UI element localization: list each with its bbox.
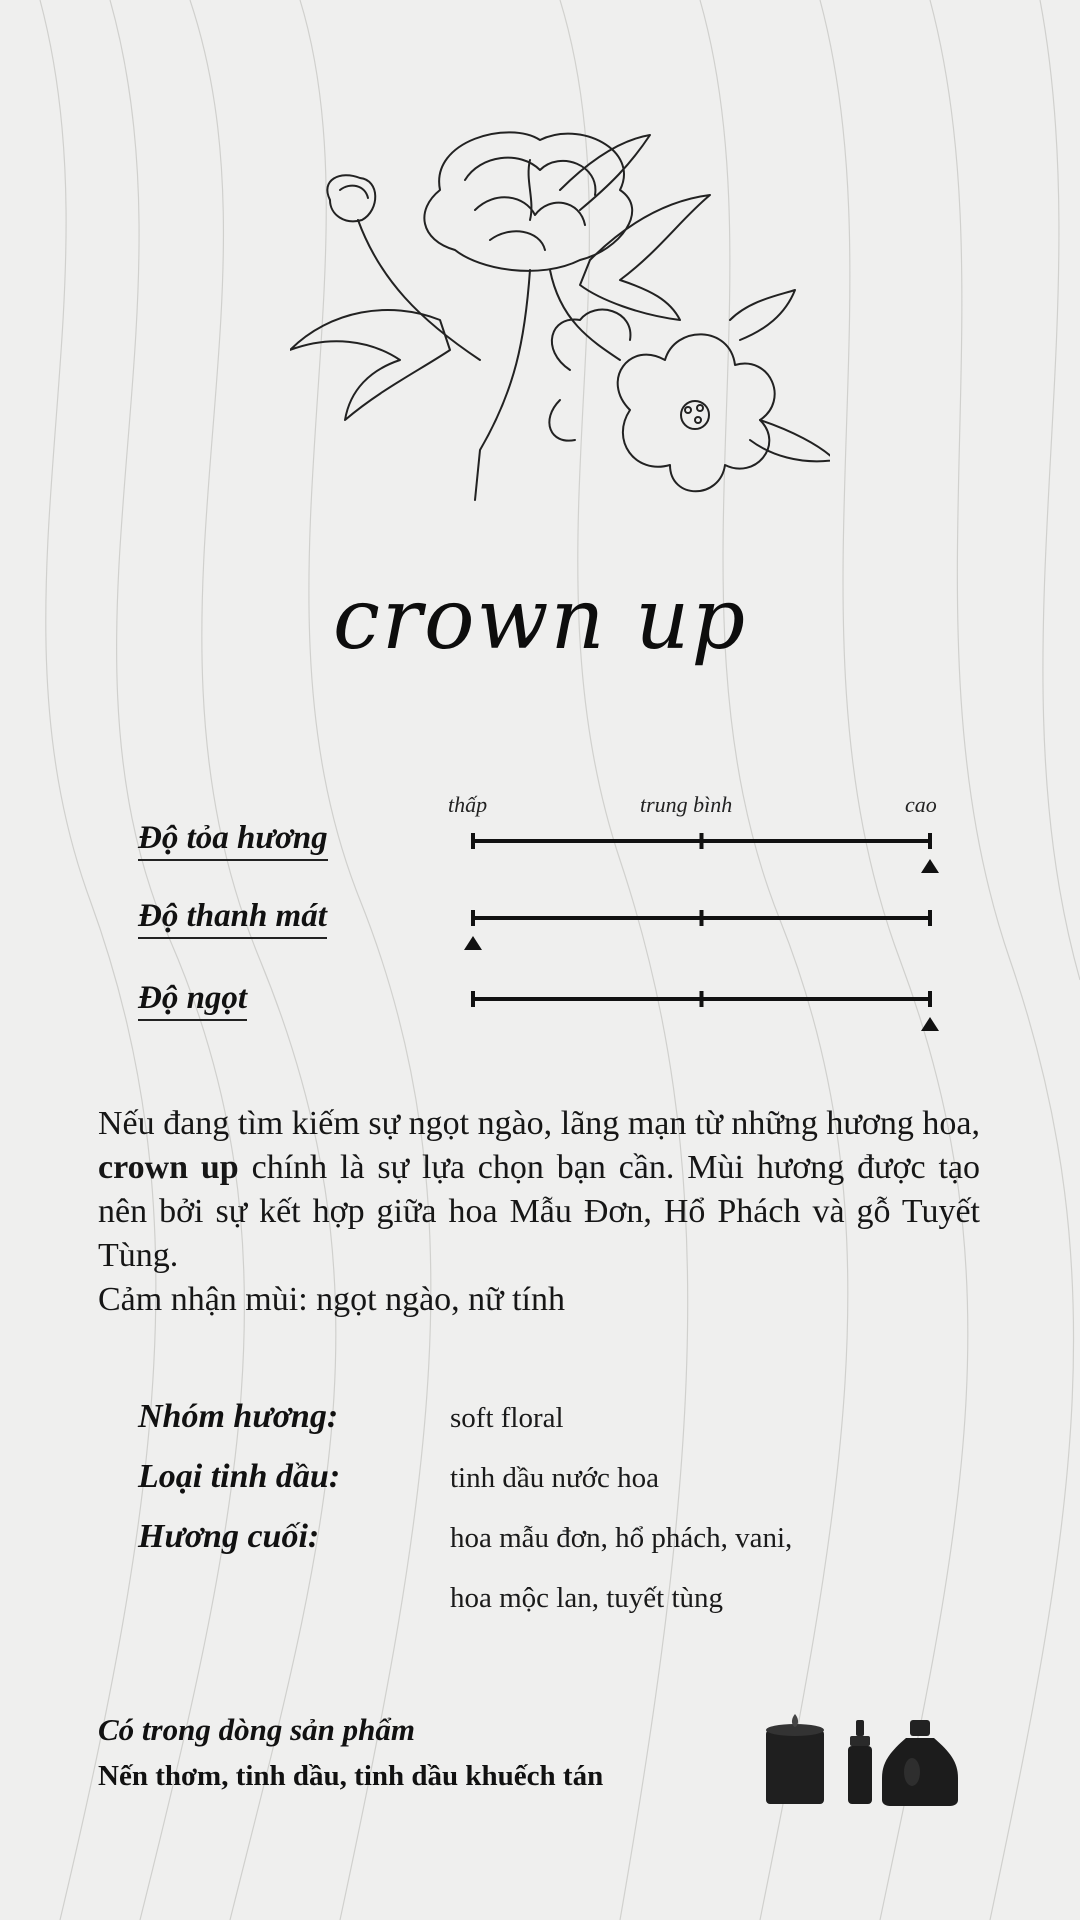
diffuser-bottle-icon	[882, 1720, 958, 1806]
scale-label-diffusion: Độ tỏa hương	[138, 820, 328, 861]
info-key-base-notes: Hương cuối:	[138, 1518, 320, 1555]
scale-label-sweetness: Độ ngọt	[138, 980, 247, 1021]
small-dropper-bottle-icon	[848, 1720, 872, 1804]
product-icons	[762, 1712, 962, 1808]
description-part1: Nếu đang tìm kiếm sự ngọt ngào, lãng mạn từ những hương hoa,	[98, 1105, 980, 1142]
info-key-scent-group: Nhóm hương:	[138, 1398, 339, 1435]
info-value-oil-type: tinh dầu nước hoa	[450, 1462, 660, 1494]
scale-head-high: cao	[905, 792, 937, 817]
info-value-scent-group: soft floral	[450, 1402, 564, 1434]
scale-head-mid: trung bình	[640, 792, 733, 817]
description	[98, 1102, 980, 1322]
candle-icon	[766, 1714, 824, 1804]
description-part2: chính là sự lựa chọn bạn cần. Mùi hương được tạo nên bởi sự kết hợp giữa hoa Mẫu Đơn, Hổ Phách và gỗ Tuyết Tùng.	[98, 1149, 980, 1274]
info-value-base-notes: hoa mẫu đơn, hổ phách, vani,	[450, 1522, 793, 1554]
product-title: crown up	[332, 570, 748, 668]
description-feel: Cảm nhận mùi: ngọt ngào, nữ tính	[98, 1281, 566, 1318]
description-brand: crown up	[98, 1149, 239, 1186]
peony-illustration-icon	[290, 120, 830, 540]
info-value-base-notes-cont: hoa mộc lan, tuyết tùng	[450, 1582, 724, 1614]
scale-label-freshness: Độ thanh mát	[138, 898, 327, 939]
info-key-oil-type: Loại tinh dầu:	[138, 1458, 341, 1495]
product-line-text: Nến thơm, tinh dầu, tinh dầu khuếch tán	[98, 1760, 604, 1792]
scale-head-low: thấp	[448, 792, 488, 817]
product-line-title: Có trong dòng sản phẩm	[98, 1712, 415, 1747]
